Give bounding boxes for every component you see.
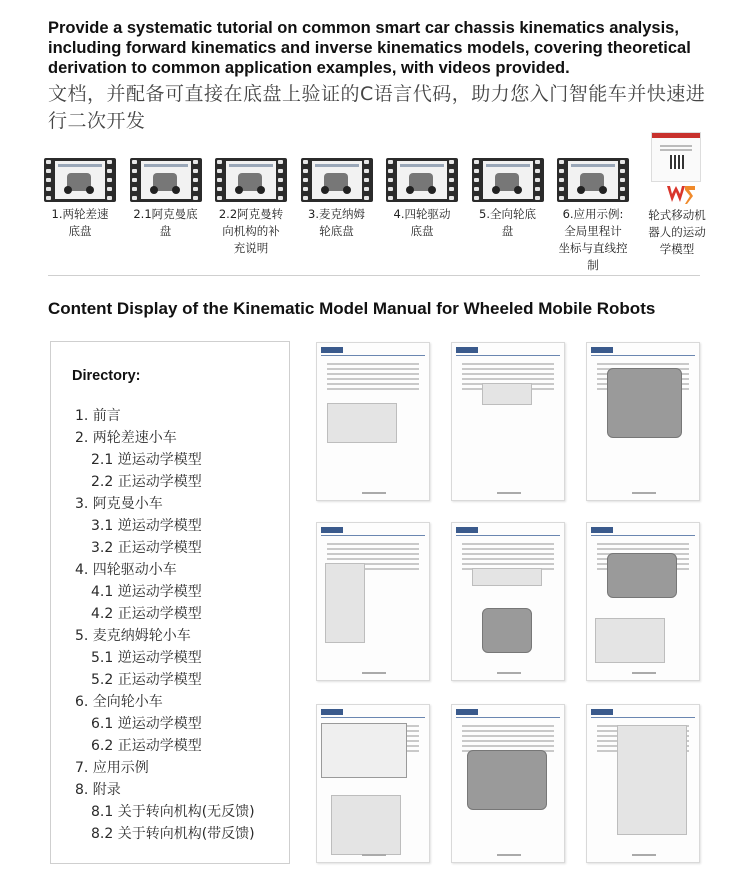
page-footer: [362, 492, 386, 494]
toc-item: 4.2 正运动学模型: [91, 606, 202, 622]
page-header-rule: [321, 717, 425, 718]
page-figure: [617, 725, 687, 835]
video-frame: [226, 161, 276, 199]
page-text-line: [462, 735, 554, 737]
page-footer: [497, 492, 521, 494]
film-perforations: [303, 160, 310, 200]
page-figure: [607, 553, 677, 598]
page-text-line: [462, 745, 554, 747]
page-logo: [591, 527, 613, 533]
document-thumbnail[interactable]: [651, 132, 701, 182]
video-item[interactable]: [557, 158, 629, 274]
robot-car-icon: [495, 173, 519, 191]
film-perforations: [107, 160, 114, 200]
robot-car-icon: [324, 173, 348, 191]
page-figure: [482, 608, 532, 653]
robot-car-icon: [409, 173, 433, 191]
manual-page-preview: [586, 522, 700, 681]
video-label[interactable]: 2.2阿克曼转 向机构的补 充说明: [218, 207, 284, 255]
robot-car-icon: [67, 173, 91, 191]
page-text-line: [327, 543, 419, 545]
video-icon[interactable]: [215, 158, 287, 202]
film-perforations: [193, 160, 200, 200]
toc-item: 3.2 正运动学模型: [91, 540, 202, 556]
toc-item: 3.1 逆运动学模型: [91, 518, 202, 534]
video-frame: [397, 161, 447, 199]
manual-page-preview: [316, 522, 430, 681]
section-divider: [48, 275, 700, 276]
page-text-line: [462, 368, 554, 370]
page-figure: [607, 368, 682, 438]
video-frame: [568, 161, 618, 199]
page-logo: [321, 347, 343, 353]
page-header-rule: [321, 355, 425, 356]
toc-item: 5.1 逆运动学模型: [91, 650, 202, 666]
toc-item: 6. 全向轮小车: [75, 694, 163, 710]
manual-page-preview: [451, 522, 565, 681]
frame-header: [400, 164, 444, 167]
page-header-rule: [456, 355, 560, 356]
page-figure: [595, 618, 665, 663]
toc-heading: Directory:: [72, 368, 141, 384]
film-perforations: [535, 160, 542, 200]
wps-document-icon[interactable]: [665, 184, 697, 206]
frame-header: [58, 164, 102, 167]
page-text-line: [327, 368, 419, 370]
frame-header: [144, 164, 188, 167]
page-header-rule: [456, 535, 560, 536]
page-logo: [456, 709, 478, 715]
intro-chinese-text: 文档，并配备可直接在底盘上验证的C语言代码，助力您入门智能车并快速进行二次开发: [48, 83, 706, 132]
wps-logo-icon: [665, 184, 697, 206]
video-label[interactable]: 3.麦克纳姆 轮底盘: [308, 207, 365, 238]
page-figure: [331, 795, 401, 855]
video-icon[interactable]: [557, 158, 629, 202]
toc-item: 6.2 正运动学模型: [91, 738, 202, 754]
video-label[interactable]: 1.两轮差速 底盘: [51, 207, 109, 238]
toc-item: 2. 两轮差速小车: [75, 430, 177, 446]
film-perforations: [474, 160, 481, 200]
film-perforations: [388, 160, 395, 200]
film-perforations: [364, 160, 371, 200]
video-list: [44, 158, 724, 272]
document-label[interactable]: 轮式移动机 器人的运动 学模型: [648, 208, 706, 256]
robot-car-icon: [153, 173, 177, 191]
page-footer: [632, 492, 656, 494]
video-icon[interactable]: [301, 158, 373, 202]
page-figure: [472, 568, 542, 586]
video-item[interactable]: [301, 158, 373, 240]
page-text-line: [327, 378, 419, 380]
video-icon[interactable]: [130, 158, 202, 202]
page-logo: [591, 709, 613, 715]
video-item[interactable]: [215, 158, 287, 257]
page-footer: [632, 854, 656, 856]
page-text-line: [462, 558, 554, 560]
page-text-line: [462, 378, 554, 380]
page-logo: [456, 527, 478, 533]
page-header-rule: [591, 355, 695, 356]
robot-car-icon: [238, 173, 262, 191]
page-text-line: [462, 563, 554, 565]
page-footer: [497, 672, 521, 674]
table-of-contents: [50, 341, 290, 864]
page-text-line: [327, 553, 419, 555]
page-figure: [467, 750, 547, 810]
video-item[interactable]: [44, 158, 116, 240]
page-figure: [482, 383, 532, 405]
video-frame: [483, 161, 533, 199]
page-text-line: [597, 363, 689, 365]
video-label[interactable]: 6.应用示例: 全局里程计 坐标与直线控制: [558, 207, 628, 272]
page-footer: [632, 672, 656, 674]
manual-page-preview: [586, 342, 700, 501]
toc-item: 2.2 正运动学模型: [91, 474, 202, 490]
video-frame: [55, 161, 105, 199]
robot-car-icon: [580, 173, 604, 191]
film-perforations: [217, 160, 224, 200]
page-text-line: [327, 558, 419, 560]
film-perforations: [449, 160, 456, 200]
page-text-line: [597, 548, 689, 550]
document-text-line: [660, 149, 692, 151]
manual-page-preview: [451, 704, 565, 863]
toc-item: 2.1 逆运动学模型: [91, 452, 202, 468]
qr-code-icon: [670, 155, 684, 169]
page-header-rule: [321, 535, 425, 536]
page-text-line: [462, 553, 554, 555]
page-figure: [321, 723, 407, 778]
video-icon[interactable]: [472, 158, 544, 202]
video-label[interactable]: 4.四轮驱动 底盘: [393, 207, 451, 238]
manual-page-preview: [451, 342, 565, 501]
manual-page-preview: [586, 704, 700, 863]
page-text-line: [462, 725, 554, 727]
page-footer: [497, 854, 521, 856]
video-label[interactable]: 2.1阿克曼底 盘: [133, 207, 198, 238]
manual-page-preview: [316, 342, 430, 501]
video-item[interactable]: [386, 158, 458, 240]
page-text-line: [327, 548, 419, 550]
page-text-line: [462, 363, 554, 365]
page-header-rule: [456, 717, 560, 718]
film-perforations: [278, 160, 285, 200]
frame-header: [315, 164, 359, 167]
toc-item: 1. 前言: [75, 408, 121, 424]
intro: [48, 18, 718, 135]
page-logo: [321, 709, 343, 715]
video-frame: [312, 161, 362, 199]
intro-english-text: Provide a systematic tutorial on common smart car chassis kinematics analysis, including forward kinematics and inverse kinematics models, covering theoretical derivation to common application examples, with videos provided.: [48, 19, 691, 77]
page-text-line: [597, 543, 689, 545]
document-text-line: [660, 145, 692, 147]
page-text-line: [462, 373, 554, 375]
section-title: Content Display of the Kinematic Model Manual for Wheeled Mobile Robots: [48, 299, 656, 318]
page-text-line: [327, 373, 419, 375]
frame-header: [229, 164, 273, 167]
toc-item: 4.1 逆运动学模型: [91, 584, 202, 600]
frame-header: [486, 164, 530, 167]
page-header-rule: [591, 535, 695, 536]
toc-item: 3. 阿克曼小车: [75, 496, 163, 512]
film-perforations: [46, 160, 53, 200]
page-text-line: [462, 548, 554, 550]
page-logo: [321, 527, 343, 533]
page-text-line: [327, 363, 419, 365]
page-text-line: [462, 543, 554, 545]
page-text-line: [327, 383, 419, 385]
video-item[interactable]: [130, 158, 202, 240]
film-perforations: [620, 160, 627, 200]
page-logo: [591, 347, 613, 353]
page-figure: [325, 563, 365, 643]
film-perforations: [559, 160, 566, 200]
toc-item: 7. 应用示例: [75, 760, 149, 776]
page-header-rule: [591, 717, 695, 718]
page-logo: [456, 347, 478, 353]
page-text-line: [462, 740, 554, 742]
video-frame: [141, 161, 191, 199]
page-figure: [327, 403, 397, 443]
toc-item: 6.1 逆运动学模型: [91, 716, 202, 732]
video-icon[interactable]: [44, 158, 116, 202]
page-footer: [362, 854, 386, 856]
manual-page-preview: [316, 704, 430, 863]
manual-page-previews: [316, 342, 700, 863]
toc-list: [75, 405, 255, 845]
toc-item: 5.2 正运动学模型: [91, 672, 202, 688]
page-text-line: [327, 388, 419, 390]
toc-item: 5. 麦克纳姆轮小车: [75, 628, 191, 644]
toc-item: 8.2 关于转向机构(带反馈): [91, 826, 255, 842]
toc-item: 8.1 关于转向机构(无反馈): [91, 804, 255, 820]
video-icon[interactable]: [386, 158, 458, 202]
document-header-bar: [652, 133, 700, 138]
film-perforations: [132, 160, 139, 200]
frame-header: [571, 164, 615, 167]
toc-item: 8. 附录: [75, 782, 121, 798]
toc-item: 4. 四轮驱动小车: [75, 562, 177, 578]
page-footer: [362, 672, 386, 674]
page-text-line: [462, 730, 554, 732]
video-label[interactable]: 5.全向轮底 盘: [479, 207, 536, 238]
video-item[interactable]: [472, 158, 544, 240]
